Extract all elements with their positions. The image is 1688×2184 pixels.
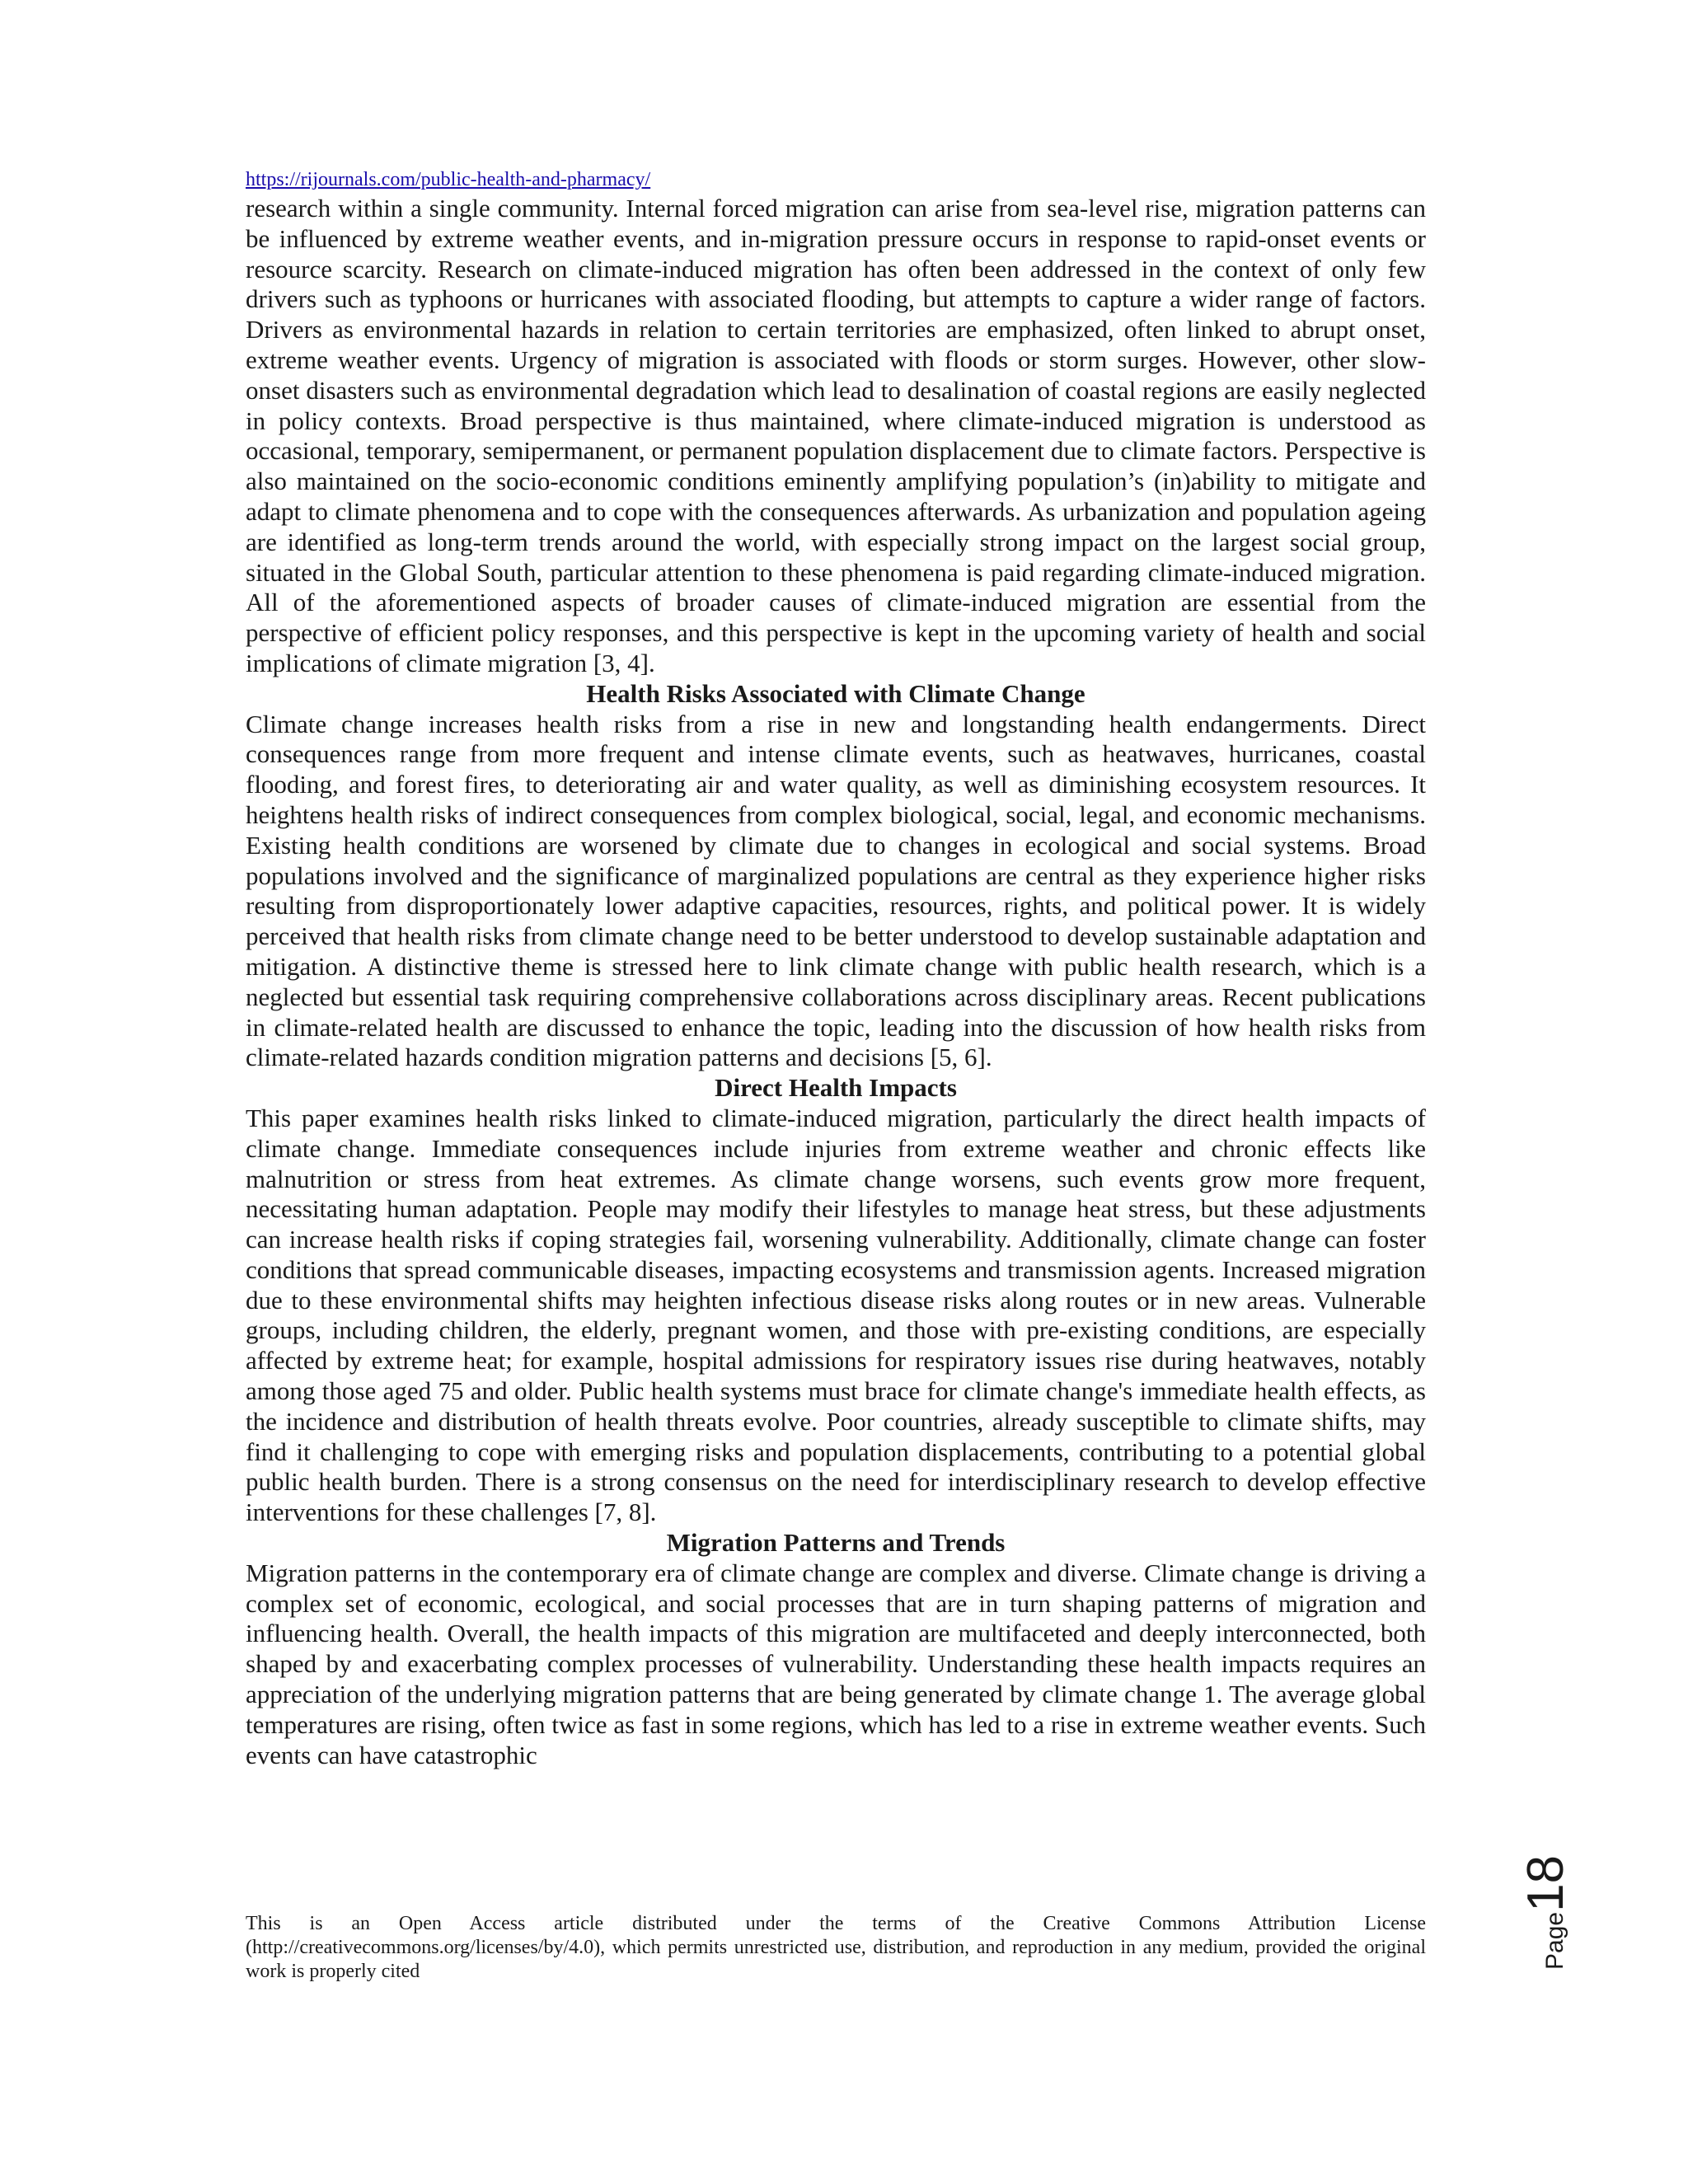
article-body <box>246 194 1426 1770</box>
page-label: Page <box>1541 1911 1568 1970</box>
section-heading-migration-patterns: Migration Patterns and Trends <box>666 1528 1006 1558</box>
section-heading-health-risks: Health Risks Associated with Climate Change <box>586 678 1085 708</box>
health-risks-paragraph: Climate change increases health risks from a rise in new and longstanding health endangerments. Direct consequences range from more frequent and intense climate events, such as heatwaves, hurricanes, coastal flooding, and forest fires, to deteriorating air and water quality, as well as diminishing ecosystem resources. It heightens health risks of indirect consequences from complex biological, social, legal, and economic mechanisms. Existing health conditions are worsened by climate due to changes in ecological and social systems. Broad populations involved and the significance of marginalized populations are central as they experience higher risks resulting from disproportionately lower adaptive capacities, resources, rights, and political power. It is widely perceived that health risks from climate change need to be better understood to develop sustainable adaptation and mitigation. A distinctive theme is stressed here to link climate change with public health research, which is a neglected but essential task requiring comprehensive collaborations across disciplinary areas. Recent publications in climate-related health are discussed to enhance the topic, leading into the discussion of how health risks from climate-related hazards condition migration patterns and decisions [5, 6]. <box>246 709 1426 1072</box>
journal-url-link[interactable]: https://rijournals.com/public-health-and-pharmacy/ <box>246 169 651 190</box>
migration-patterns-paragraph: Migration patterns in the contemporary era of climate change are complex and diverse. Climate change is driving a complex set of economic, ecological, and social processes that are in turn shaping patterns of migration and influencing health. Overall, the health impacts of this migration are multifaceted and deeply interconnected, both shaped by and exacerbating complex processes of vulnerability. Understanding these health impacts requires an appreciation of the underlying migration patterns that are being generated by climate change 1. The average global temperatures are rising, often twice as fast in some regions, which has led to a rise in extreme weather events. Such events can have catastrophic <box>246 1558 1426 1769</box>
license-footer: This is an Open Access article distributed under the terms of the Creative Commons Attribution License (http://creativecommons.org/licenses/by/4.0), which permits unrestricted use, distribution, and reproduction in any medium, provided the original work is properly cited <box>246 1913 1426 1982</box>
intro-continued-paragraph: research within a single community. Internal forced migration can arise from sea-level rise, migration patterns can be influenced by extreme weather events, and in-migration pressure occurs in response to rapid-onset events or resource scarcity. Research on climate-induced migration has often been addressed in the context of only few drivers such as typhoons or hurricanes with associated flooding, but attempts to capture a wider range of factors. Drivers as environmental hazards in relation to certain territories are emphasized, often linked to abrupt onset, extreme weather events. Urgency of migration is associated with floods or storm surges. However, other slow-onset disasters such as environmental degradation which lead to desalination of coastal regions are easily neglected in policy contexts. Broad perspective is thus maintained, where climate-induced migration is understood as occasional, temporary, semipermanent, or permanent population displacement due to climate factors. Perspective is also maintained on the socio-economic conditions eminently amplifying population’s (in)ability to mitigate and adapt to climate phenomena and to cope with the consequences afterwards. As urbanization and population ageing are identified as long-term trends around the world, with especially strong impact on the largest social group, situated in the Global South, particular attention to these phenomena is paid regarding climate-induced migration. All of the aforementioned aspects of broader causes of climate-induced migration are essential from the perspective of efficient policy responses, and this perspective is kept in the upcoming variety of health and social implications of climate migration [3, 4]. <box>246 194 1426 677</box>
page-number <box>1517 1854 1582 1970</box>
direct-impacts-paragraph: This paper examines health risks linked to climate-induced migration, particularly the direct health impacts of climate change. Immediate consequences include injuries from extreme weather and chronic effects like malnutrition or stress from heat extremes. As climate change worsens, such events grow more frequent, necessitating human adaptation. People may modify their lifestyles to manage heat stress, but these adjustments can increase health risks if coping strategies fail, worsening vulnerability. Additionally, climate change can foster conditions that spread communicable diseases, impacting ecosystems and transmission agents. Increased migration due to these environmental shifts may heighten infectious disease risks along routes or in new areas. Vulnerable groups, including children, the elderly, pregnant women, and those with pre-existing conditions, are especially affected by extreme heat; for example, hospital admissions for respiratory issues rise during heatwaves, notably among those aged 75 and older. Public health systems must brace for climate change's immediate health effects, as the incidence and distribution of health threats evolve. Poor countries, already susceptible to climate shifts, may find it challenging to cope with emerging risks and population displacements, contributing to a potential global public health burden. There is a strong consensus on the need for interdisciplinary research to develop effective interventions for these challenges [7, 8]. <box>246 1103 1426 1527</box>
page-number-value: 18 <box>1517 1854 1574 1912</box>
section-heading-direct-impacts: Direct Health Impacts <box>715 1073 957 1103</box>
